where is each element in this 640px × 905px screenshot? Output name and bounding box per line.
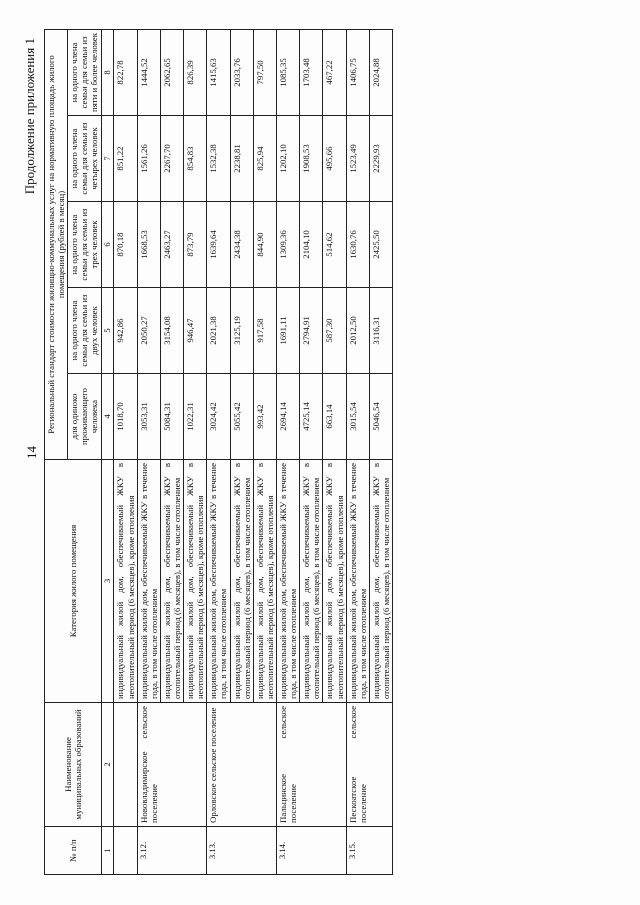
value-cell: 2024,88 <box>369 29 392 115</box>
value-cell: 854,83 <box>184 116 207 202</box>
value-cell: 3154,08 <box>160 288 183 374</box>
column-number: 1 <box>101 827 114 875</box>
value-cell: 2425,50 <box>369 202 392 288</box>
rotated-content <box>22 30 610 875</box>
table-row <box>137 29 160 874</box>
category-cell: индивидуальный жилой дом, обеспечиваемый ЖКУ в отопительный период (6 месяцев), в том числе отоплением <box>160 460 183 703</box>
category-cell: индивидуальный жилой дом, обеспечиваемый ЖКУ в отопительный период (6 месяцев), в том числе отоплением <box>369 460 392 703</box>
municipality-cell: Нововладимирское сельское поселение <box>137 703 207 827</box>
category-cell: индивидуальный жилой дом, обеспечиваемый ЖКУ в течение года, в том числе отоплением <box>137 460 160 703</box>
value-cell: 826,39 <box>184 29 207 115</box>
value-cell: 2434,38 <box>230 202 253 288</box>
header-family-3: на одного члена семьи для семьи из трех человек <box>68 202 101 288</box>
column-number: 6 <box>101 202 114 288</box>
value-cell: 946,47 <box>184 288 207 374</box>
table-row <box>114 29 137 874</box>
value-cell: 1630,76 <box>346 202 369 288</box>
column-number-row <box>101 29 114 874</box>
header-standard-group: Региональный стандарт стоимости жилищно-коммунальных услуг на нормативную площадь жилого помещения (рублей в месяц) <box>45 29 68 459</box>
municipality-cell: Пальцинское сельское поселение <box>276 703 346 827</box>
value-cell: 2267,70 <box>160 116 183 202</box>
value-cell: 1908,53 <box>300 116 323 202</box>
value-cell: 1022,31 <box>184 374 207 460</box>
value-cell: 1415,63 <box>207 29 230 115</box>
table-row <box>276 29 299 874</box>
num-cell: 3.13. <box>207 827 277 875</box>
value-cell: 3116,31 <box>369 288 392 374</box>
value-cell: 797,50 <box>253 29 276 115</box>
value-cell: 2463,27 <box>160 202 183 288</box>
column-number: 7 <box>101 116 114 202</box>
value-cell: 2794,91 <box>300 288 323 374</box>
value-cell: 1639,64 <box>207 202 230 288</box>
value-cell: 2021,38 <box>207 288 230 374</box>
table-body <box>114 29 393 874</box>
value-cell: 2229,93 <box>369 116 392 202</box>
num-cell <box>114 827 137 875</box>
value-cell: 1309,36 <box>276 202 299 288</box>
page-number: 14 <box>24 446 39 459</box>
value-cell: 873,79 <box>184 202 207 288</box>
value-cell: 1703,48 <box>300 29 323 115</box>
value-cell: 5084,31 <box>160 374 183 460</box>
table-row <box>207 29 230 874</box>
municipality-cell <box>114 703 137 827</box>
category-cell: индивидуальный жилой дом, обеспечиваемый ЖКУ в неотопительный период (6 месяцев), кроме отопления <box>323 460 346 703</box>
category-cell: индивидуальный жилой дом, обеспечиваемый ЖКУ в неотопительный период (6 месяцев), кроме отопления <box>184 460 207 703</box>
header-family-4: на одного члена семьи для семьи из четырех человек <box>68 116 101 202</box>
column-number: 3 <box>101 460 114 703</box>
value-cell: 2062,65 <box>160 29 183 115</box>
category-cell: индивидуальный жилой дом, обеспечиваемый ЖКУ в отопительный период (6 месяцев), в том числе отоплением <box>300 460 323 703</box>
header-num: № п/п <box>45 827 102 875</box>
column-number: 4 <box>101 374 114 460</box>
value-cell: 1561,26 <box>137 116 160 202</box>
value-cell: 2012,50 <box>346 288 369 374</box>
value-cell: 467,22 <box>323 29 346 115</box>
value-cell: 4725,14 <box>300 374 323 460</box>
value-cell: 825,94 <box>253 116 276 202</box>
value-cell: 495,66 <box>323 116 346 202</box>
value-cell: 942,86 <box>114 288 137 374</box>
category-cell: индивидуальный жилой дом, обеспечиваемый ЖКУ в отопительный период (6 месяцев), в том числе отоплением <box>230 460 253 703</box>
value-cell: 2694,14 <box>276 374 299 460</box>
value-cell: 1444,52 <box>137 29 160 115</box>
value-cell: 1532,38 <box>207 116 230 202</box>
header-municipality: Наименование муниципальных образований <box>45 703 102 827</box>
value-cell: 1691,11 <box>276 288 299 374</box>
category-cell: индивидуальный жилой дом, обеспечиваемый ЖКУ в течение года, в том числе отоплением <box>207 460 230 703</box>
value-cell: 822,78 <box>114 29 137 115</box>
value-cell: 2238,81 <box>230 116 253 202</box>
category-cell: индивидуальный жилой дом, обеспечиваемый ЖКУ в неотопительный период (6 месяцев), кроме отопления <box>253 460 276 703</box>
header-category: Категория жилого помещения <box>45 460 102 703</box>
value-cell: 1202,10 <box>276 116 299 202</box>
column-number: 2 <box>101 703 114 827</box>
column-number: 5 <box>101 288 114 374</box>
value-cell: 1018,70 <box>114 374 137 460</box>
category-cell: индивидуальный жилой дом, обеспечиваемый ЖКУ в течение года, в том числе отоплением <box>276 460 299 703</box>
category-cell: индивидуальный жилой дом, обеспечиваемый ЖКУ в течение года, в том числе отоплением <box>346 460 369 703</box>
value-cell: 3053,31 <box>137 374 160 460</box>
value-cell: 870,18 <box>114 202 137 288</box>
column-number: 8 <box>101 29 114 115</box>
value-cell: 844,90 <box>253 202 276 288</box>
header-family-5: на одного члена семьи для семьи из пяти и более человек <box>68 29 101 115</box>
standards-table <box>44 29 393 875</box>
num-cell: 3.15. <box>346 827 392 875</box>
value-cell: 917,58 <box>253 288 276 374</box>
value-cell: 663,14 <box>323 374 346 460</box>
value-cell: 993,42 <box>253 374 276 460</box>
value-cell: 3015,54 <box>346 374 369 460</box>
value-cell: 587,30 <box>323 288 346 374</box>
header-single: для одиноко проживающего человека <box>68 374 101 460</box>
value-cell: 3024,42 <box>207 374 230 460</box>
value-cell: 2050,27 <box>137 288 160 374</box>
value-cell: 2104,10 <box>300 202 323 288</box>
header-family-2: на одного члена семьи для семьи из двух человек <box>68 288 101 374</box>
appendix-note: Продолжение приложения 1 <box>22 38 37 195</box>
num-cell: 3.14. <box>276 827 346 875</box>
value-cell: 2033,76 <box>230 29 253 115</box>
value-cell: 1406,75 <box>346 29 369 115</box>
value-cell: 1085,35 <box>276 29 299 115</box>
municipality-cell: Пескоатское сельское поселение <box>346 703 392 827</box>
value-cell: 1668,53 <box>137 202 160 288</box>
municipality-cell: Орловское сельское поселение <box>207 703 277 827</box>
num-cell: 3.12. <box>137 827 207 875</box>
value-cell: 5046,54 <box>369 374 392 460</box>
value-cell: 5055,42 <box>230 374 253 460</box>
value-cell: 3125,19 <box>230 288 253 374</box>
value-cell: 514,62 <box>323 202 346 288</box>
category-cell: индивидуальный жилой дом, обеспечиваемый ЖКУ в неотопительный период (6 месяцев), кроме отопления <box>114 460 137 703</box>
value-cell: 851,22 <box>114 116 137 202</box>
value-cell: 1523,49 <box>346 116 369 202</box>
table-row <box>346 29 369 874</box>
